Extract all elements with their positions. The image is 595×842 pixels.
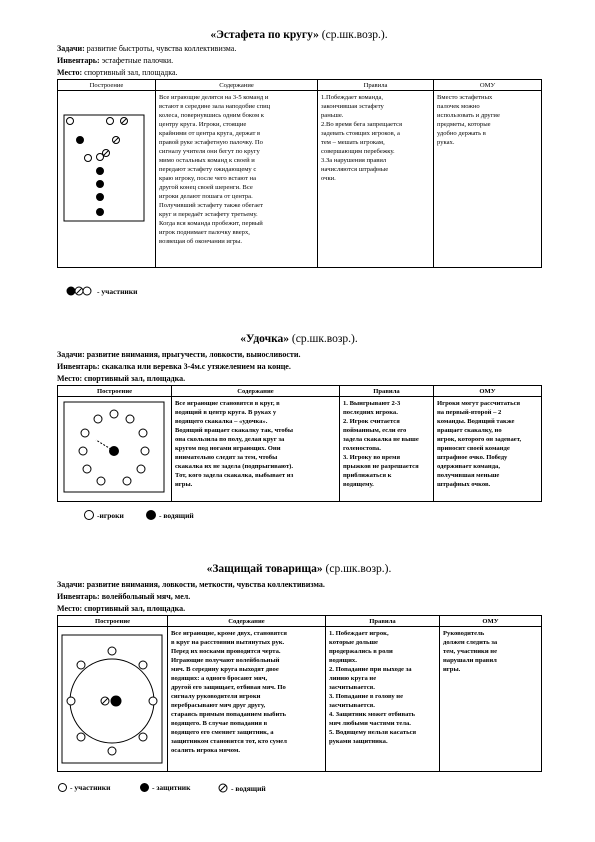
- content-line: другой конец своей шеренги. Все: [159, 184, 253, 191]
- player-icon: [84, 510, 94, 520]
- protect-diagram: [58, 627, 168, 771]
- content-line: она скользила по полу, делая круг за: [175, 436, 285, 443]
- section-title: «Удочка» (ср.шк.возр.).: [240, 333, 358, 345]
- header-rules: Правила: [326, 616, 440, 627]
- legend-label: - участники: [97, 286, 138, 296]
- participants-icon: [66, 286, 94, 296]
- game-table: [57, 615, 542, 772]
- rules-line: 1. Выигрывают 2-3: [343, 400, 401, 407]
- rules-line: которые дольше: [329, 639, 378, 646]
- omu-cell: [434, 397, 542, 502]
- header-omu: ОМУ: [434, 386, 542, 397]
- rules-line: очки.: [321, 175, 336, 182]
- legend-players: [84, 510, 124, 520]
- section-fishing-rod: [57, 333, 541, 502]
- game-table: [57, 79, 542, 268]
- content-line: колеса, повернувшись одним боком к: [159, 112, 264, 119]
- content-line: игроки делают пошага от центра.: [159, 193, 253, 200]
- content-line: игры.: [175, 481, 193, 488]
- content-line: осалить игрока мячом.: [171, 747, 241, 754]
- rules-line: 2.Во время бега запрещается: [321, 121, 403, 128]
- content-line: Водящий вращает скакалку так, чтобы: [175, 427, 294, 434]
- place-line: Место: спортивный зал, площадка.: [57, 604, 186, 613]
- header-content: Содержание: [168, 616, 326, 627]
- omu-line: Руководитель: [443, 630, 485, 637]
- inventory-line: Инвентарь: эстафетные палочки.: [57, 56, 174, 65]
- rules-line: засчитывается.: [329, 702, 375, 709]
- content-line: сигналу руководителя игроки: [171, 693, 261, 700]
- content-line: Перед их носками проводится черта.: [171, 648, 281, 655]
- content-cell: [168, 627, 326, 772]
- rules-line: 1.Побеждает команда,: [321, 94, 384, 101]
- header-content: Содержание: [172, 386, 340, 397]
- omu-line: игрок, которого он задевает,: [437, 436, 522, 443]
- content-line: в круг на расстоянии вытянутых рук.: [171, 639, 285, 646]
- rules-line: линию круга не: [329, 675, 377, 682]
- defender-icon: [140, 783, 149, 792]
- header-omu: ОМУ: [434, 80, 542, 91]
- layout-cell: [58, 397, 172, 502]
- omu-line: вращает скакалку, но: [437, 427, 502, 434]
- content-line: мяч. В середину круга выходят двое: [171, 666, 279, 673]
- content-line: внимательно следят за тем, чтобы: [175, 454, 278, 461]
- rules-line: 1. Побеждает игрок,: [329, 630, 389, 637]
- layout-cell: [58, 91, 156, 268]
- content-line: кругом под ногами играющих. Они: [175, 445, 281, 452]
- content-line: правой руке эстафетную палочку. По: [159, 139, 263, 146]
- omu-line: Вместо эстафетных: [437, 94, 493, 101]
- omu-cell: [440, 627, 542, 772]
- legend-participants: [58, 783, 110, 792]
- rules-line: задела скакалка не выше: [343, 436, 419, 443]
- omu-line: команды. Водящий также: [437, 418, 515, 425]
- legend-defender: [140, 783, 190, 792]
- rules-line: 5. Водящему нельзя касаться: [329, 729, 417, 736]
- task-line: Задачи: развитие внимания, ловкости, меткости, чувства коллективизма.: [57, 580, 325, 589]
- omu-line: использовать и другие: [437, 112, 500, 119]
- omu-line: одерживает команда,: [437, 463, 500, 470]
- rules-line: 2. Игрок считается: [343, 418, 400, 425]
- rules-cell: [340, 397, 434, 502]
- content-line: встают в середине зала наподобие спиц: [159, 103, 271, 110]
- rules-line: последних игрока.: [343, 409, 398, 416]
- omu-line: штрафных очков.: [437, 481, 491, 488]
- content-line: игрок поднимает палочку вверх,: [159, 229, 250, 236]
- content-line: Все играющие делятся на 3-5 команд и: [159, 94, 269, 101]
- omu-cell: [434, 91, 542, 268]
- content-line: мимо остальных команд к своей и: [159, 157, 255, 164]
- header-omu: ОМУ: [440, 616, 542, 627]
- rules-line: мяч любыми частями тела.: [329, 720, 411, 727]
- omu-line: предметы, которые: [437, 121, 491, 128]
- rules-line: тем – мешать игрокам,: [321, 139, 385, 146]
- content-line: Играющие получают волейбольный: [171, 657, 280, 664]
- legend-leader: [218, 783, 266, 793]
- inventory-line: Инвентарь: волейбольный мяч, мел.: [57, 592, 191, 601]
- content-line: центру круга. Игроки, стоящие: [159, 121, 247, 128]
- content-line: перебрасывают мяч друг другу,: [171, 702, 266, 709]
- omu-line: получившая меньше: [437, 472, 500, 479]
- rules-line: начисляются штрафные: [321, 166, 389, 173]
- rules-line: засчитывается.: [329, 684, 375, 691]
- content-line: Когда вся команда пробежит, первый: [159, 220, 263, 227]
- omu-line: приносит своей команде: [437, 445, 510, 452]
- rules-line: закончившая эстафету: [321, 103, 384, 110]
- content-line: водящего его сменяет защитник, а: [171, 729, 274, 736]
- participant-icon: [58, 783, 67, 792]
- rules-line: руками защитника.: [329, 738, 388, 745]
- inventory-line: Инвентарь: скакалка или веревка 3-4м.с утяжелением на конце.: [57, 362, 291, 371]
- omu-line: штрафное очко. Победу: [437, 454, 508, 461]
- legend-participants: [66, 286, 137, 296]
- content-line: передают эстафету ожидающему с: [159, 166, 257, 173]
- rules-line: водящему.: [343, 481, 374, 488]
- rules-line: водящих.: [329, 657, 357, 664]
- content-cell: [156, 91, 318, 268]
- rules-line: 3. Попадание в голову не: [329, 693, 404, 700]
- relay-diagram: [58, 91, 156, 267]
- legend-leader: [146, 510, 194, 520]
- rules-line: продержались в роли: [329, 648, 393, 655]
- task-line: Задачи: развитие внимания, прыгучести, ловкости, выносливости.: [57, 350, 301, 359]
- game-table: [57, 385, 542, 502]
- content-line: Все играющие становятся в круг, в: [175, 400, 280, 407]
- rules-line: прыжков не разрешается: [343, 463, 419, 470]
- section-title: «Эстафета по кругу» (ср.шк.возр.).: [210, 29, 388, 41]
- omu-line: должен следить за: [443, 639, 498, 646]
- leader-icon: [218, 783, 228, 793]
- content-line: возвещая об окончании игры.: [159, 238, 243, 245]
- fishing-rod-diagram: [58, 397, 172, 501]
- omu-line: нарушали правил: [443, 657, 497, 664]
- content-line: Все играющие, кроме двух, становятся: [171, 630, 287, 637]
- content-line: скакалка их не задела (подпрыгивают).: [175, 463, 294, 470]
- content-line: краю игроку, после чего встают на: [159, 175, 257, 182]
- legend-label: - участники: [70, 783, 111, 792]
- content-line: водящих: а одного бросают мяч,: [171, 675, 268, 682]
- header-layout: Построение: [58, 616, 168, 627]
- layout-cell: [58, 627, 168, 772]
- rules-line: задевать стоящих игроков, а: [321, 130, 400, 137]
- rules-cell: [318, 91, 434, 268]
- legend-label: - водящий: [159, 510, 194, 520]
- place-line: Место: спортивный зал, площадка.: [57, 374, 186, 383]
- content-line: крайними от центра круга, держат в: [159, 130, 261, 137]
- content-line: круг и передаёт эстафету третьему.: [159, 211, 258, 218]
- content-line: водящий в центр круга. В руках у: [175, 409, 277, 416]
- header-rules: Правила: [340, 386, 434, 397]
- omu-line: игры.: [443, 666, 461, 673]
- omu-line: на первый-второй – 2: [437, 409, 502, 416]
- section-relay: [57, 29, 541, 268]
- rules-line: 4. Защитник может отбивать: [329, 711, 416, 718]
- content-line: другой его защищает, отбивая мяч. По: [171, 684, 286, 691]
- content-line: водящего. В случае попадания в: [171, 720, 268, 727]
- leader-icon: [146, 510, 156, 520]
- rules-cell: [326, 627, 440, 772]
- content-line: стараясь прямым попаданием выбить: [171, 711, 286, 718]
- rules-line: 3. Игроку во время: [343, 454, 401, 461]
- content-line: водящего скакалка – «удочка».: [175, 418, 268, 425]
- content-line: защитником становится тот, кто сумел: [171, 738, 287, 745]
- rules-line: приближаться к: [343, 472, 392, 479]
- header-layout: Построение: [58, 80, 156, 91]
- rules-line: 2. Попадание при выходе за: [329, 666, 412, 673]
- content-line: Тот, кого задела скакалка, выбывает из: [175, 472, 294, 479]
- legend-label: - водящий: [231, 783, 266, 793]
- content-line: Получивший эстафету также обегает: [159, 202, 263, 209]
- omu-line: Игроки могут рассчитаться: [437, 400, 521, 407]
- rules-line: голеностопа.: [343, 445, 381, 452]
- content-cell: [172, 397, 340, 502]
- header-layout: Построение: [58, 386, 172, 397]
- place-line: Место: спортивный зал, площадка.: [57, 68, 178, 77]
- legend-label: -игроки: [97, 510, 124, 520]
- content-line: сигналу учителя они бегут по кругу: [159, 148, 260, 155]
- omu-line: палочек можно: [437, 103, 480, 110]
- rules-line: пойманным, если его: [343, 427, 407, 434]
- omu-line: удобно держать в: [437, 130, 486, 137]
- omu-line: тем, участники не: [443, 648, 498, 655]
- omu-line: руках.: [437, 139, 455, 146]
- section-title: «Защищай товарища» (ср.шк.возр.).: [206, 563, 392, 575]
- legend-label: - защитник: [152, 783, 191, 792]
- rules-line: раньше.: [321, 112, 344, 119]
- section-protect-friend: [57, 563, 541, 772]
- rules-line: 3.За нарушения правил: [321, 157, 387, 164]
- rules-line: совершающим перебежку.: [321, 148, 395, 155]
- task-line: Задачи: развитие быстроты, чувства коллективизма.: [57, 44, 237, 53]
- header-rules: Правила: [318, 80, 434, 91]
- header-content: Содержание: [156, 80, 318, 91]
